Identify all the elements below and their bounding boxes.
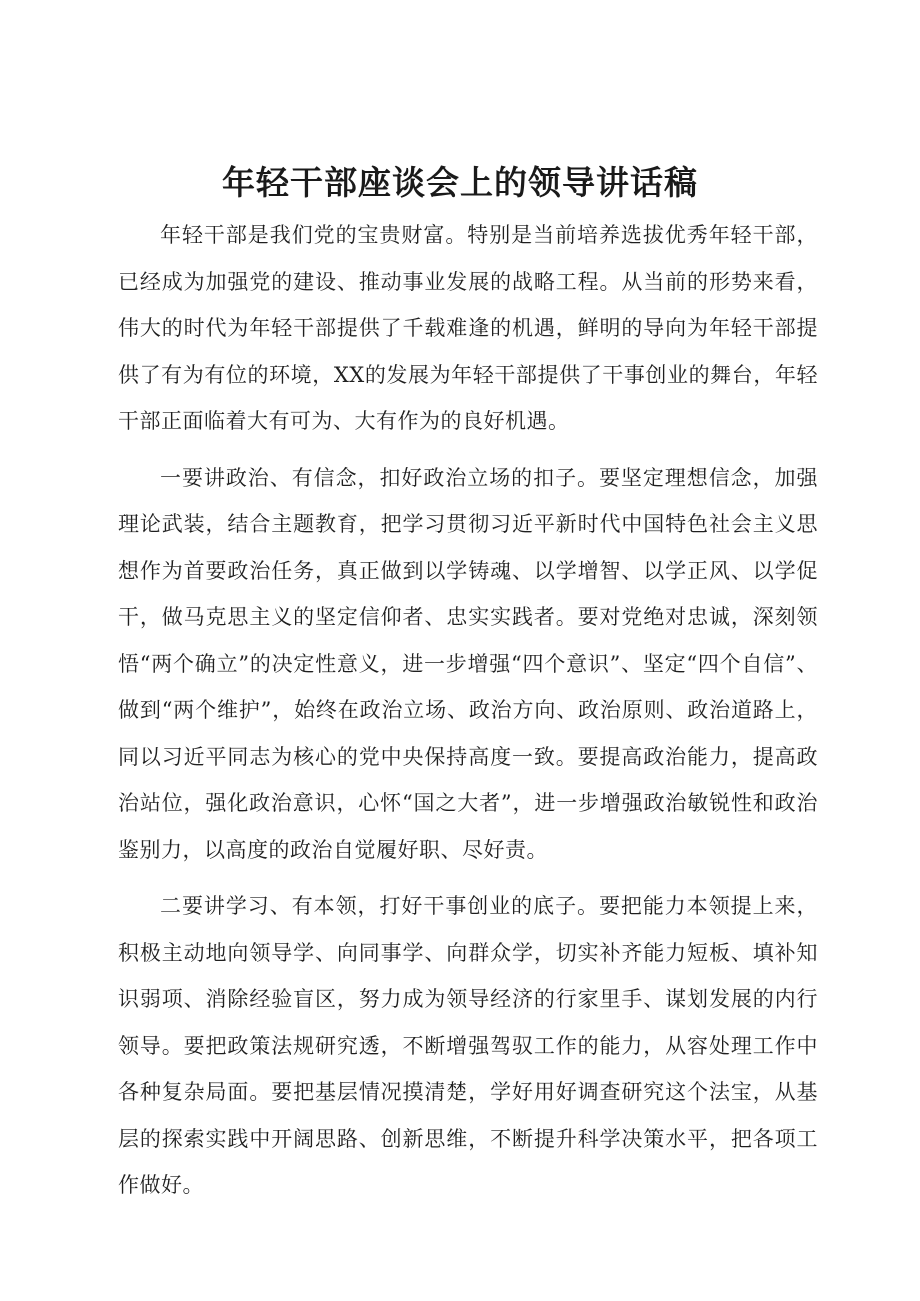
document-body: [118, 212, 818, 1219]
paragraph-intro: 年轻干部是我们党的宝贵财富。特别是当前培养选拔优秀年轻干部，已经成为加强党的建设、推动事业发展的战略工程。从当前的形势来看，伟大的时代为年轻干部提供了千载难逢的机遇，鲜明的导向为年轻干部提供了有为有位的环境，XX的发展为年轻干部提供了干事创业的舞台，年轻干部正面临着大有可为、大有作为的良好机遇。: [118, 223, 818, 433]
document-title: 年轻干部座谈会上的领导讲话稿: [222, 163, 698, 202]
paragraph-politics: 一要讲政治、有信念，扣好政治立场的扣子。要坚定理想信念，加强理论武装，结合主题教育，把学习贯彻习近平新时代中国特色社会主义思想作为首要政治任务，真正做到以学铸魂、以学增智、以学正风、以学促干，做马克思主义的坚定信仰者、忠实实践者。要对党绝对忠诚，深刻领悟“两个确立”的决定性意义，进一步增强“四个意识”、坚定“四个自信”、做到“两个维护”，始终在政治立场、政治方向、政治原则、政治道路上，同以习近平同志为核心的党中央保持高度一致。要提高政治能力，提高政治站位，强化政治意识，心怀“国之大者”，进一步增强政治敏锐性和政治鉴别力，以高度的政治自觉履好职、尽好责。: [118, 465, 818, 862]
paragraph-learning: 二要讲学习、有本领，打好干事创业的底子。要把能力本领提上来，积极主动地向领导学、向同事学、向群众学，切实补齐能力短板、填补知识弱项、消除经验盲区，努力成为领导经济的行家里手、谋划发展的内行领导。要把政策法规研究透，不断增强驾驭工作的能力，从容处理工作中各种复杂局面。要把基层情况摸清楚，学好用好调查研究这个法宝，从基层的探索实践中开阔思路、创新思维，不断提升科学决策水平，把各项工作做好。: [118, 894, 818, 1197]
